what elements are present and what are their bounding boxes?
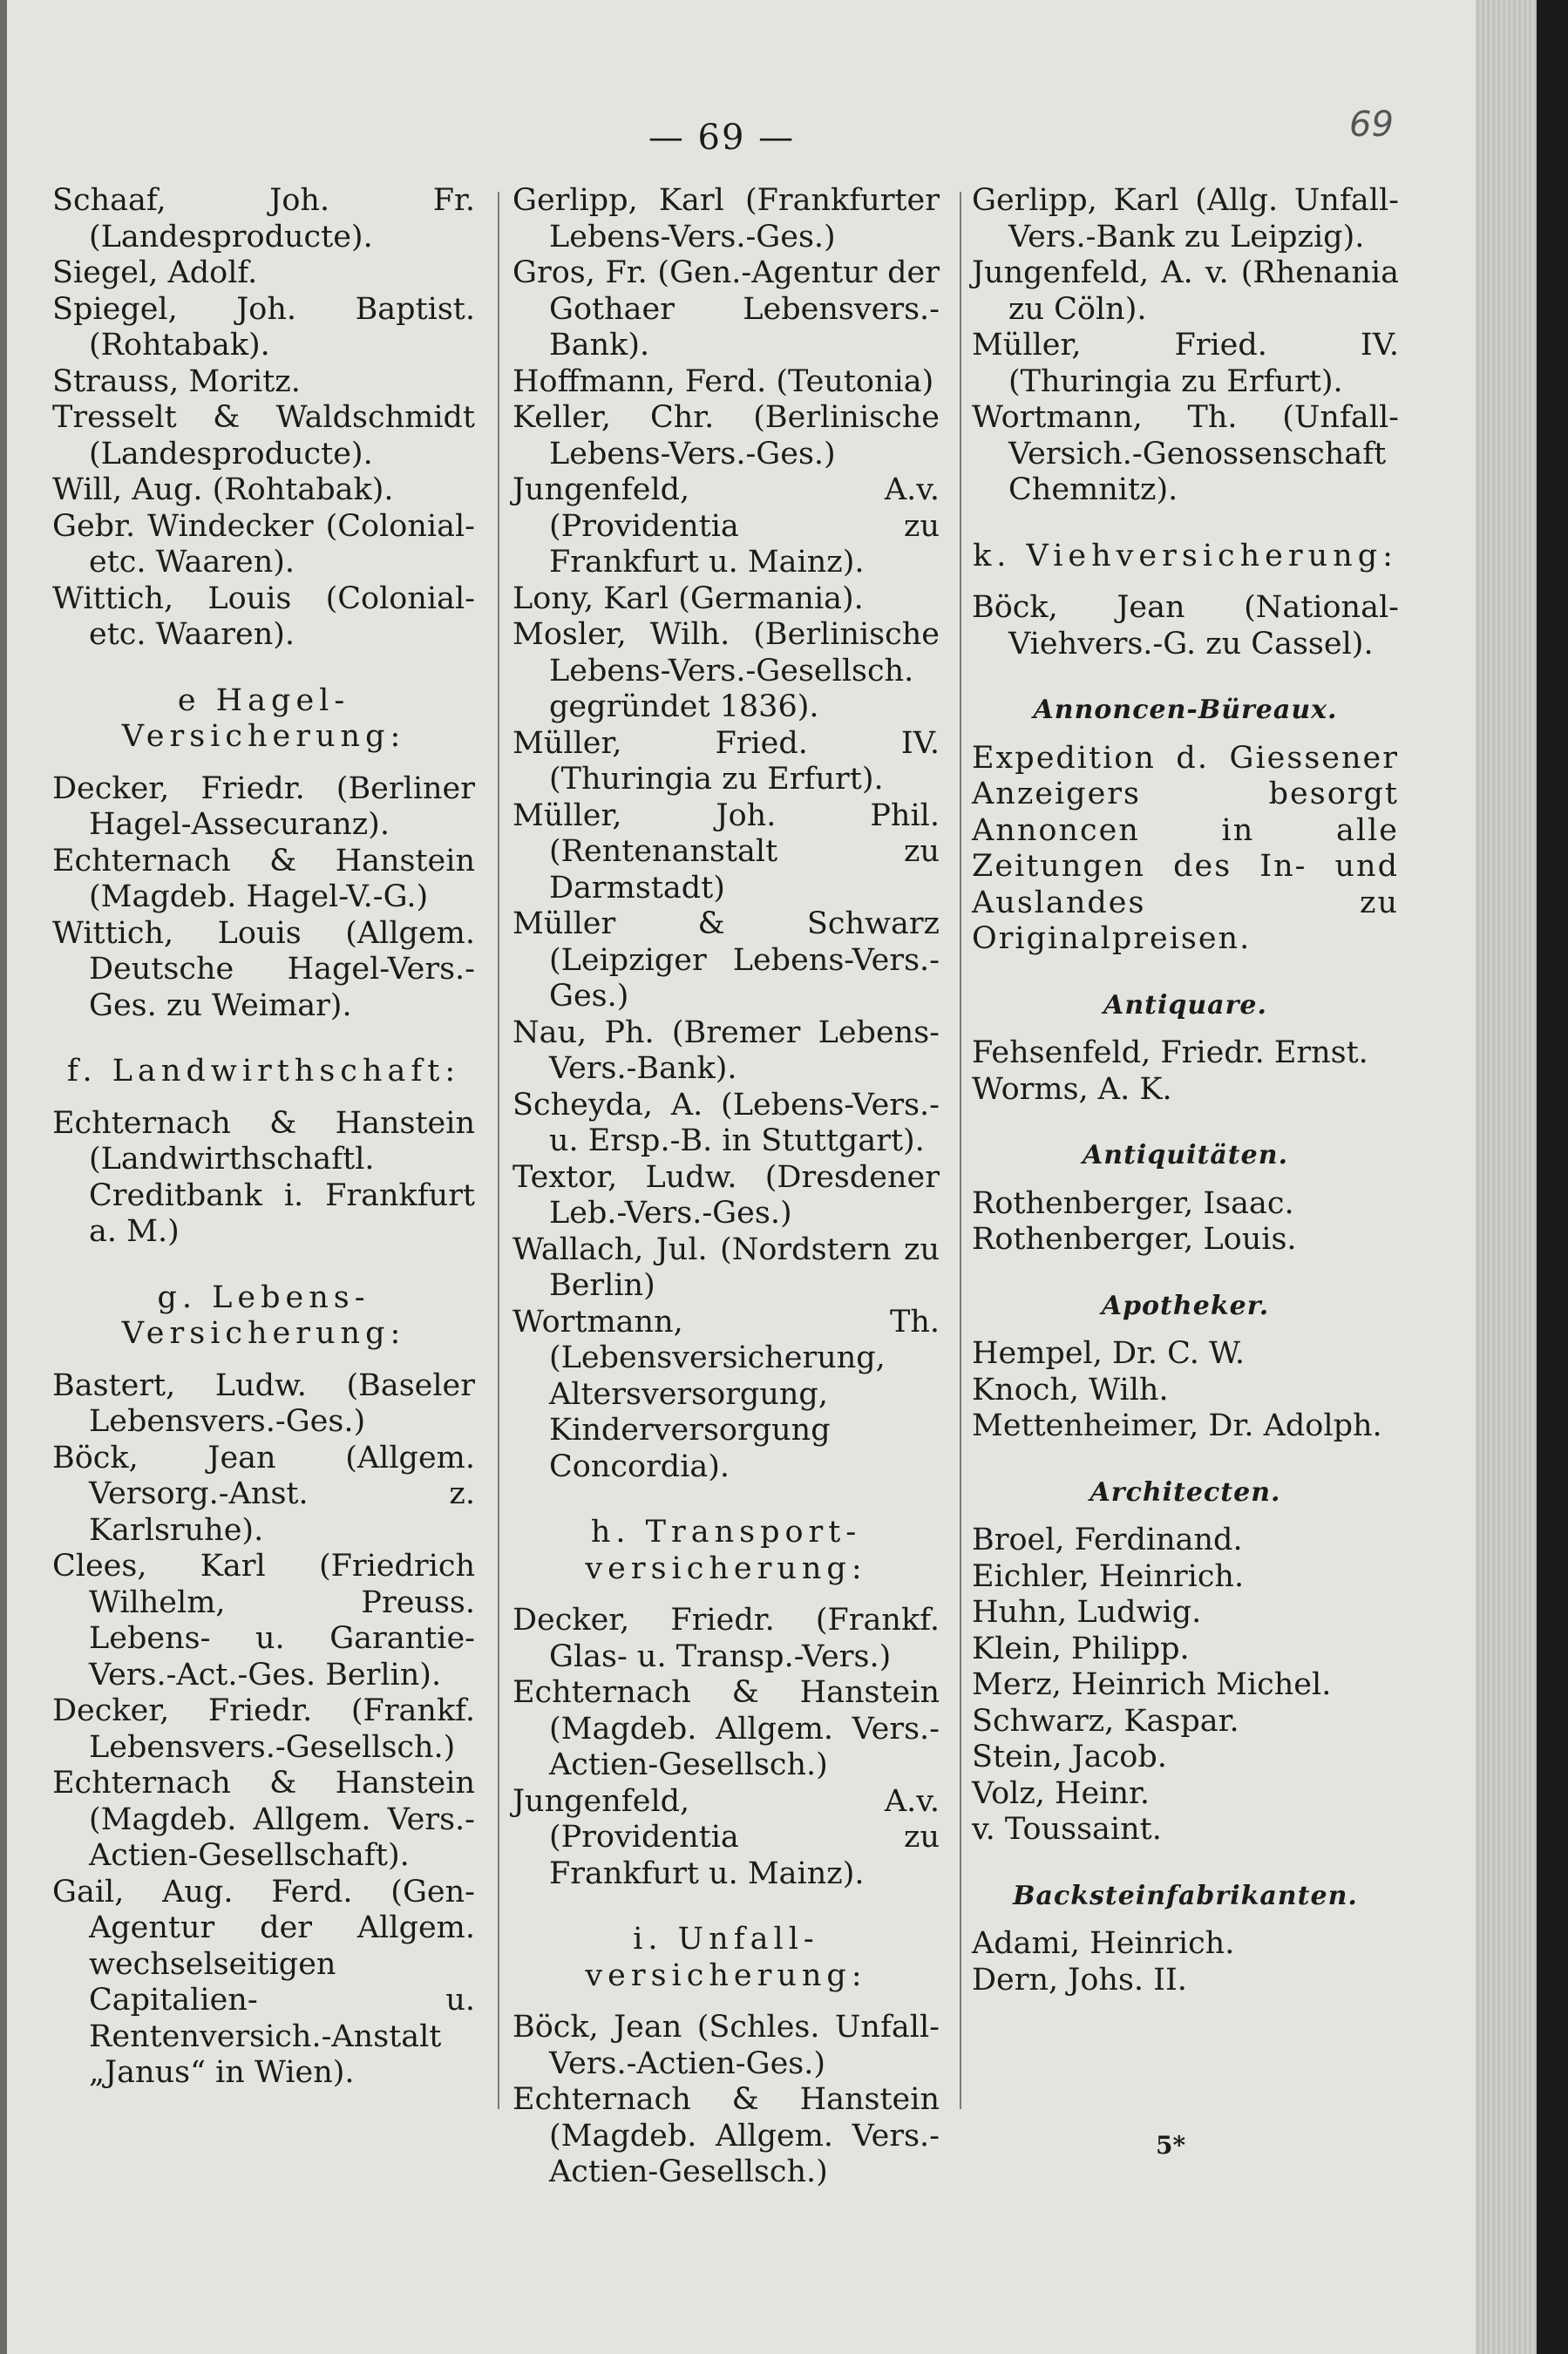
column-divider-2 bbox=[960, 192, 961, 2109]
list-item: Spiegel, Joh. Baptist. (Rohtabak). bbox=[52, 291, 475, 363]
list-item: Adami, Heinrich. bbox=[972, 1926, 1235, 1961]
heading-apotheker: Apotheker. bbox=[1101, 1290, 1270, 1321]
heading-antiquitaeten: Antiquitäten. bbox=[1082, 1140, 1289, 1170]
list-e bbox=[52, 771, 475, 1025]
list-item: Textor, Ludw. (Dresdener Leb.-Vers.-Ges.) bbox=[512, 1159, 940, 1231]
list-item: Echternach & Hanstein (Magdeb. Hagel-V.-G.) bbox=[52, 843, 475, 914]
list-item: Tresselt & Waldschmidt (Landesproducte). bbox=[52, 400, 475, 471]
list-architecten bbox=[972, 1523, 1399, 1849]
column-1 bbox=[52, 183, 475, 2092]
list-k bbox=[972, 590, 1399, 662]
list-item: Broel, Ferdinand. bbox=[972, 1523, 1243, 1557]
list-item: Müller, Fried. IV. (Thuringia zu Erfurt). bbox=[972, 328, 1399, 399]
list-item: Nau, Ph. (Bremer Lebens-Vers.-Bank). bbox=[512, 1014, 940, 1086]
section-heading-vieh: k. Viehversicherung: bbox=[973, 538, 1398, 573]
page-number: — 69 — bbox=[648, 118, 796, 158]
list-item: Wittich, Louis (Allgem. Deutsche Hagel-Vers.-Ges. zu Weimar). bbox=[52, 915, 475, 1023]
book-page bbox=[7, 0, 1537, 2354]
list-item: Wallach, Jul. (Nordstern zu Berlin) bbox=[512, 1231, 940, 1303]
section-heading-landwirthschaft: f. Landwirthschaft: bbox=[66, 1054, 461, 1089]
list-item: Scheyda, A. (Lebens-Vers.- u. Ersp.-B. in Stuttgart). bbox=[512, 1087, 940, 1158]
list-item: v. Toussaint. bbox=[972, 1812, 1162, 1847]
list-item: Schaaf, Joh. Fr. (Landesproducte). bbox=[52, 183, 475, 254]
list-item: Müller, Fried. IV. (Thuringia zu Erfurt). bbox=[512, 725, 940, 797]
section-heading-lebens: g. Lebens-Versicherung: bbox=[121, 1279, 406, 1351]
list-item: Jungenfeld, A.v. (Providentia zu Frankfurt u. Mainz). bbox=[512, 472, 940, 580]
heading-backstein: Backsteinfabrikanten. bbox=[1013, 1880, 1358, 1911]
heading-annoncen: Annoncen-Büreaux. bbox=[1033, 695, 1338, 725]
list-item: Volz, Heinr. bbox=[972, 1775, 1151, 1811]
list-item: Böck, Jean (Schles. Unfall-Vers.-Actien-Ges.) bbox=[512, 2010, 940, 2081]
list-item: Gros, Fr. (Gen.-Agentur der Gothaer Lebensvers.-Bank). bbox=[512, 255, 940, 363]
list-item: Mosler, Wilh. (Berlinische Lebens-Vers.-Gesellsch. gegründet 1836). bbox=[512, 617, 940, 724]
list-item: Jungenfeld, A.v. (Providentia zu Frankfurt u. Mainz). bbox=[512, 1783, 940, 1891]
pencil-page-mark: 69 bbox=[1349, 105, 1394, 145]
list-item: Bastert, Ludw. (Baseler Lebensvers.-Ges.) bbox=[52, 1367, 475, 1439]
section-heading-unfall: i. Unfall-versicherung: bbox=[585, 1922, 867, 1993]
list-item: Siegel, Adolf. bbox=[52, 255, 258, 290]
list-item: Keller, Chr. (Berlinische Lebens-Vers.-Ges.) bbox=[512, 400, 940, 471]
list-item: Echternach & Hanstein (Landwirthschaftl. Creditbank i. Frankfurt a. M.) bbox=[52, 1105, 475, 1249]
list-item: Stein, Jacob. bbox=[972, 1740, 1167, 1774]
signature-mark: 5* bbox=[1156, 2131, 1186, 2160]
list-backstein bbox=[972, 1926, 1399, 1998]
list-item: Clees, Karl (Friedrich Wilhelm, Preuss. Lebens- u. Garantie-Vers.-Act.-Ges. Berlin). bbox=[52, 1549, 475, 1693]
list-item: Gail, Aug. Ferd. (Gen-Agentur der Allgem. wechselseitigen Capitalien- u. Rentenversich.-Anstalt „Janus“ in Wien). bbox=[52, 1874, 475, 2090]
list-item: Böck, Jean (National-Viehvers.-G. zu Cassel). bbox=[972, 590, 1399, 661]
list-item: Schwarz, Kaspar. bbox=[972, 1703, 1239, 1739]
list-item: Gebr. Windecker (Colonial- etc. Waaren). bbox=[52, 508, 475, 580]
list-item: Echternach & Hanstein (Magdeb. Allgem. Vers.-Actien-Gesellsch.) bbox=[512, 1675, 940, 1782]
list-item: Klein, Philipp. bbox=[972, 1631, 1190, 1666]
page-edges bbox=[1476, 0, 1537, 2354]
list-item: Echternach & Hanstein (Magdeb. Allgem. Vers.-Actien-Gesellschaft). bbox=[52, 1766, 475, 1873]
list-g-continued bbox=[512, 183, 940, 1485]
list-item: Rothenberger, Louis. bbox=[972, 1222, 1297, 1257]
list-item: Rothenberger, Isaac. bbox=[972, 1185, 1294, 1221]
column-2 bbox=[512, 183, 940, 2191]
list-item: Hoffmann, Ferd. (Teutonia) bbox=[512, 363, 934, 399]
list-f bbox=[52, 1106, 475, 1251]
list-antiquare bbox=[972, 1035, 1399, 1108]
list-i bbox=[512, 2010, 940, 2191]
list-item: Decker, Friedr. (Frankf. Lebensvers.-Gesellsch.) bbox=[52, 1693, 475, 1765]
list-item: Strauss, Moritz. bbox=[52, 363, 301, 399]
column-divider-1 bbox=[498, 192, 499, 2109]
column-3 bbox=[972, 183, 1399, 1998]
list-h bbox=[512, 1603, 940, 1892]
list-item: Gerlipp, Karl (Frankfurter Lebens-Vers.-Ges.) bbox=[512, 183, 940, 254]
list-item: Müller, Joh. Phil. (Rentenanstalt zu Darmstadt) bbox=[512, 797, 940, 906]
list-item: Decker, Friedr. (Frankf. Glas- u. Transp.-Vers.) bbox=[512, 1603, 940, 1674]
list-i-continued bbox=[972, 183, 1399, 509]
list-item: Merz, Heinrich Michel. bbox=[972, 1667, 1332, 1702]
list-item: Will, Aug. (Rohtabak). bbox=[52, 472, 394, 507]
list-item: Decker, Friedr. (Berliner Hagel-Assecuranz). bbox=[52, 770, 475, 842]
list-item: Dern, Johs. II. bbox=[972, 1962, 1187, 1998]
list-item: Wittich, Louis (Colonial- etc. Waaren). bbox=[52, 580, 475, 652]
list-item: Echternach & Hanstein (Magdeb. Allgem. Vers.-Actien-Gesellsch.) bbox=[512, 2082, 940, 2189]
list-item: Wortmann, Th. (Unfall-Versich.-Genossenschaft Chemnitz). bbox=[972, 400, 1399, 507]
list-g bbox=[52, 1368, 475, 2092]
annoncen-text: Expedition d. Giessener Anzeigers besorgt Annoncen in alle Zeitungen des In- und Auslandes zu Originalpreisen. bbox=[972, 740, 1399, 956]
list-item: Eichler, Heinrich. bbox=[972, 1558, 1245, 1594]
list-item: Knoch, Wilh. bbox=[972, 1372, 1169, 1408]
list-a bbox=[52, 183, 475, 654]
list-item: Böck, Jean (Allgem. Versorg.-Anst. z. Karlsruhe). bbox=[52, 1440, 475, 1548]
list-item: Huhn, Ludwig. bbox=[972, 1595, 1202, 1630]
list-item: Wortmann, Th. (Lebensversicherung, Altersversorgung, Kinderversorgung Concordia). bbox=[512, 1304, 940, 1484]
section-heading-transport: h. Transport-versicherung: bbox=[585, 1515, 867, 1586]
section-heading-hagel: e Hagel-Versicherung: bbox=[121, 682, 406, 754]
list-item: Hempel, Dr. C. W. bbox=[972, 1336, 1245, 1371]
list-item: Jungenfeld, A. v. (Rhenania zu Cöln). bbox=[972, 255, 1399, 327]
list-item: Müller & Schwarz (Leipziger Lebens-Vers.-Ges.) bbox=[512, 906, 940, 1014]
list-apotheker bbox=[972, 1336, 1399, 1445]
list-item: Gerlipp, Karl (Allg. Unfall-Vers.-Bank zu Leipzig). bbox=[972, 183, 1399, 254]
list-antiquitaeten bbox=[972, 1186, 1399, 1258]
heading-architecten: Architecten. bbox=[1089, 1476, 1281, 1508]
heading-antiquare: Antiquare. bbox=[1103, 989, 1267, 1021]
list-item: Mettenheimer, Dr. Adolph. bbox=[972, 1408, 1382, 1443]
list-item: Fehsenfeld, Friedr. Ernst. bbox=[972, 1035, 1368, 1070]
list-item: Worms, A. K. bbox=[972, 1071, 1172, 1107]
list-item: Lony, Karl (Germania). bbox=[512, 580, 864, 616]
